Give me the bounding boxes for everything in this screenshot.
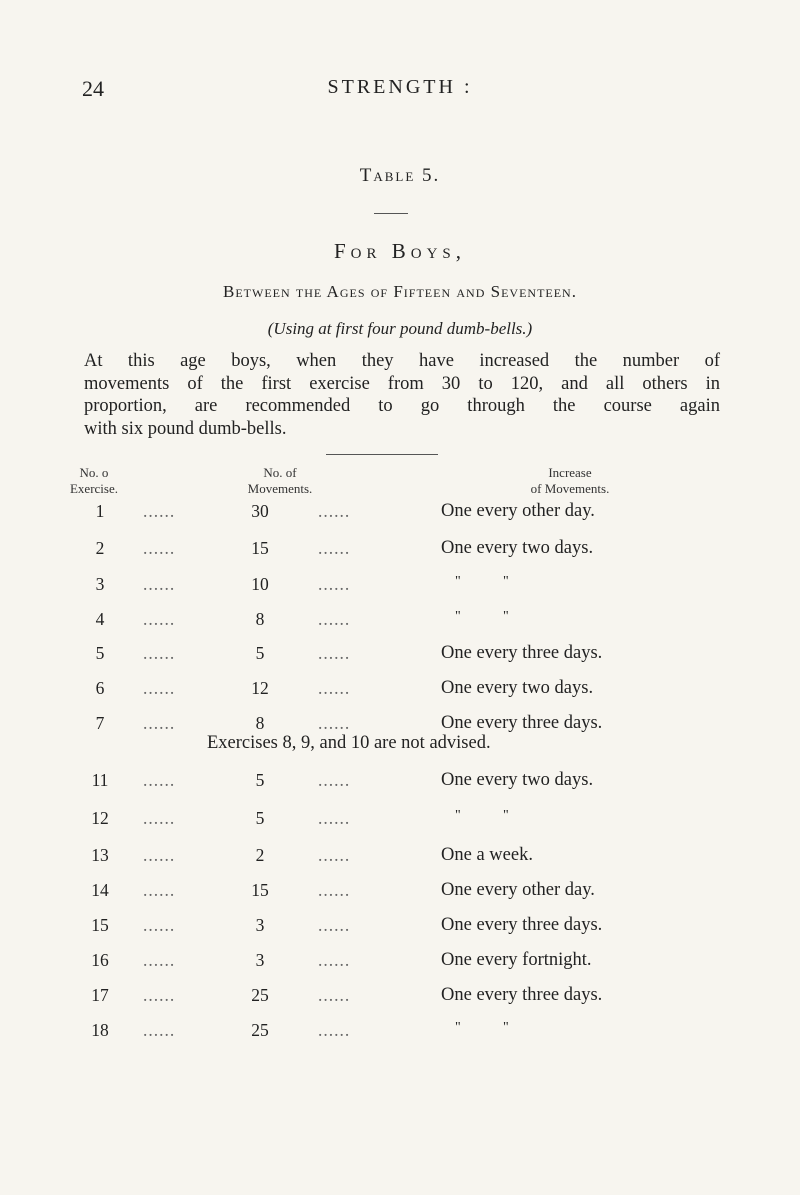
dot-leader: ...... [143,643,176,663]
header-increase [480,465,660,497]
dumb-bell-note: (Using at first four pound dumb-bells.) [267,319,533,338]
exercise-number: 6 [95,678,105,698]
dot-leader: ...... [318,609,351,629]
dot-leader: ...... [143,501,176,521]
increase-rate: One every other day. [441,501,595,521]
table-row [0,501,800,529]
dot-leader: ...... [318,808,351,828]
dot-leader: ...... [318,915,351,935]
exercise-number: 7 [95,713,105,733]
increase-rate: One a week. [441,845,533,865]
header-exercise-line2: Exercise. [69,481,118,496]
increase-rate: One every two days. [441,678,594,698]
increase-rate: One every three days. [441,643,603,663]
ditto-mark: " [503,574,509,589]
exercise-number: 17 [91,985,109,1005]
increase-rate: One every fortnight. [441,950,592,970]
dot-leader: ...... [318,501,351,521]
header-increase-line1: Increase [548,465,592,480]
exercise-number: 11 [91,770,109,790]
ditto-marks [441,808,695,824]
dot-leader: ...... [318,845,351,865]
dot-leader: ...... [143,770,176,790]
ditto-mark: " [455,1020,461,1035]
exercise-number: 5 [95,643,105,663]
header-movements-line1: No. of [263,465,297,480]
movement-count: 10 [251,574,269,594]
table-row [0,770,800,798]
dot-leader: ...... [318,950,351,970]
dot-leader: ...... [318,1020,351,1040]
increase-rate: One every three days. [441,915,603,935]
dot-leader: ...... [143,609,176,629]
dot-leader: ...... [318,678,351,698]
increase-rate: One every three days. [441,985,603,1005]
exercise-number: 13 [91,845,109,865]
increase-rate: One every two days. [441,538,594,558]
running-head: STRENGTH : [327,76,473,98]
header-increase-line2: of Movements. [530,481,610,496]
ditto-mark: " [503,808,509,823]
movement-count: 5 [255,643,265,663]
increase-rate: One every three days. [441,713,603,733]
movement-count: 15 [251,880,269,900]
exclusion-note: Exercises 8, 9, and 10 are not advised. [207,733,491,753]
paragraph-line: with six pound dumb-bells. [84,418,287,439]
intro-paragraph [84,350,720,440]
table-row [0,985,800,1013]
table-subtitle: For Boys, [333,239,467,263]
dot-leader: ...... [143,713,176,733]
paragraph-line: At this age boys, when they have increased the number of [84,351,720,371]
dot-leader: ...... [143,574,176,594]
ditto-marks [441,574,695,590]
dot-leader: ...... [143,915,176,935]
ditto-mark: " [455,808,461,823]
dot-leader: ...... [318,538,351,558]
table-row [0,1020,800,1048]
ditto-mark: " [503,1020,509,1035]
exercise-number: 4 [95,609,105,629]
age-range: Between the Ages of Fifteen and Seventeen. [223,282,577,301]
ditto-mark: " [503,609,509,624]
paragraph-line: proportion, are recommended to go through the course again [84,396,720,416]
dot-leader: ...... [318,643,351,663]
increase-rate: One every other day. [441,880,595,900]
dot-leader: ...... [318,985,351,1005]
movement-count: 3 [255,915,265,935]
exercise-number: 1 [95,501,105,521]
ditto-mark: " [455,574,461,589]
movement-count: 25 [251,985,269,1005]
dot-leader: ...... [143,950,176,970]
dot-leader: ...... [143,538,176,558]
dot-leader: ...... [143,678,176,698]
dot-leader: ...... [318,713,351,733]
exercise-number: 15 [91,915,109,935]
ditto-mark: " [455,609,461,624]
table-row [0,678,800,706]
exercise-number: 3 [95,574,105,594]
table-row [0,808,800,836]
movement-count: 8 [255,713,265,733]
exercise-number: 2 [95,538,105,558]
exercise-number: 16 [91,950,109,970]
movement-count: 2 [255,845,265,865]
title-divider [374,213,408,214]
paragraph-line: movements of the first exercise from 30 to 120, and all others in [84,373,720,394]
exercise-number: 12 [91,808,109,828]
table-row [0,880,800,908]
dot-leader: ...... [318,574,351,594]
dot-leader: ...... [143,880,176,900]
table-row [0,538,800,566]
table-row [0,609,800,637]
section-divider [326,454,438,455]
table-row [0,915,800,943]
movement-count: 5 [255,808,265,828]
ditto-marks [441,1020,695,1036]
dot-leader: ...... [318,770,351,790]
movement-count: 30 [251,501,269,521]
header-exercise-line1: No. o [79,465,109,480]
dot-leader: ...... [143,985,176,1005]
header-exercise [44,465,144,497]
dot-leader: ...... [143,1020,176,1040]
movement-count: 5 [255,770,265,790]
ditto-marks [441,609,695,625]
dot-leader: ...... [143,845,176,865]
exercise-number: 14 [91,880,109,900]
table-row [0,950,800,978]
movement-count: 15 [251,538,269,558]
header-movements [226,465,334,497]
dot-leader: ...... [143,808,176,828]
increase-rate: One every two days. [441,770,594,790]
movement-count: 3 [255,950,265,970]
movement-count: 8 [255,609,265,629]
exercise-number: 18 [91,1020,109,1040]
table-title: Table 5. [359,165,441,186]
movement-count: 25 [251,1020,269,1040]
page-number: 24 [82,76,104,101]
header-movements-line2: Movements. [247,481,313,496]
movement-count: 12 [251,678,269,698]
dot-leader: ...... [318,880,351,900]
table-row [0,845,800,873]
table-row [0,643,800,671]
table-row [0,574,800,602]
